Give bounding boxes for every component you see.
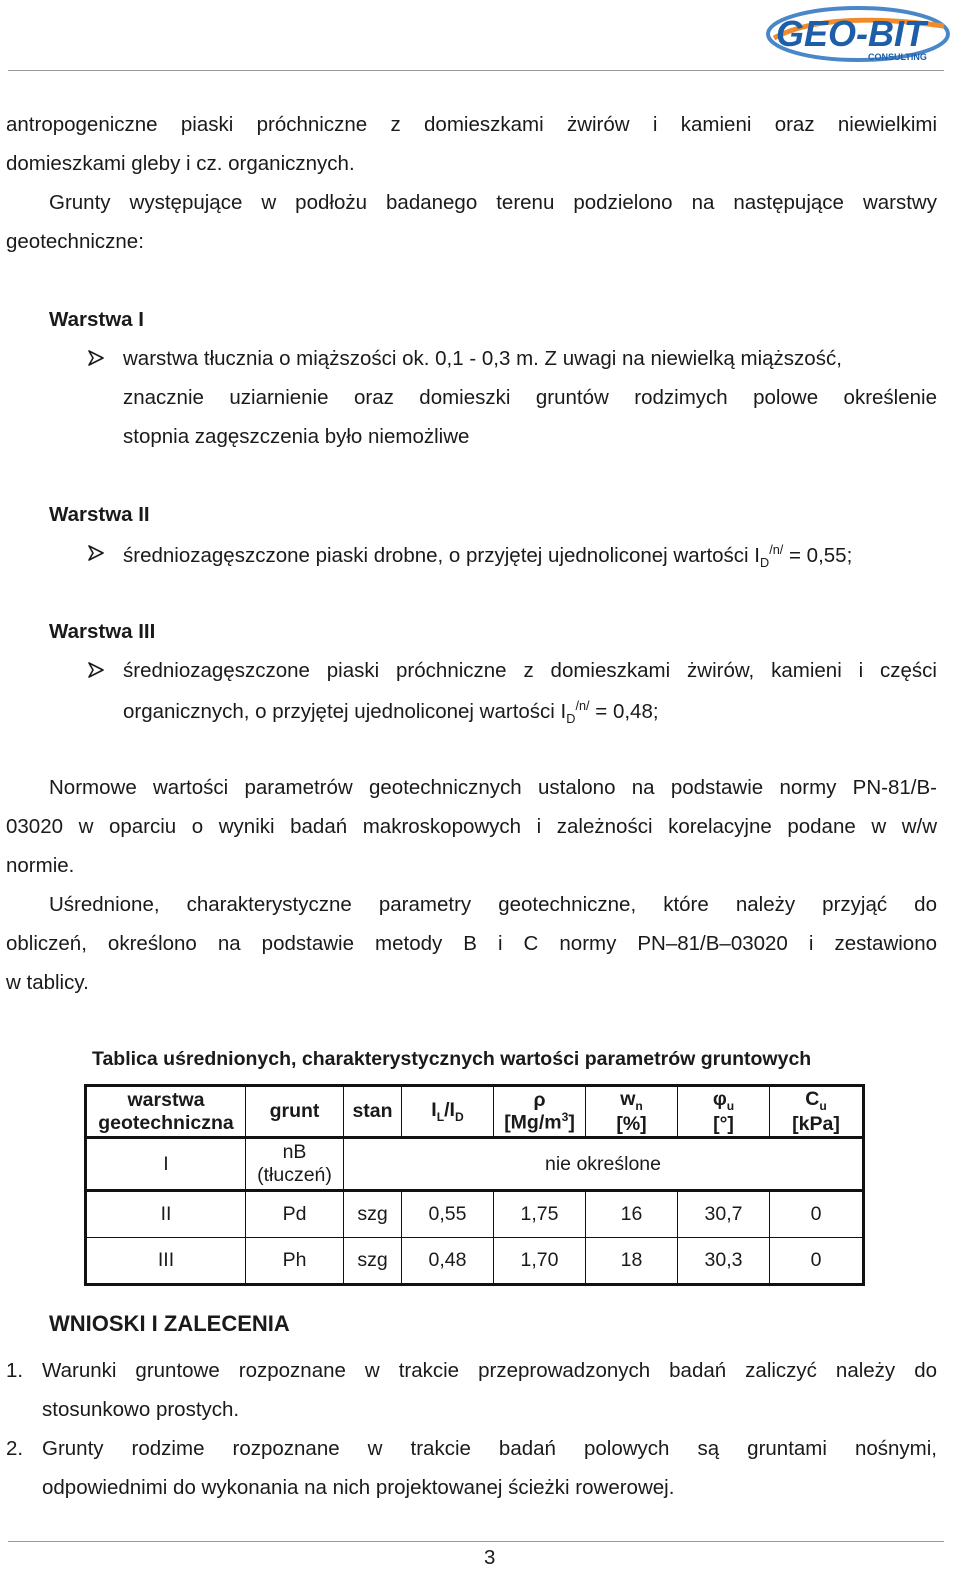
table-header-row [86, 1086, 864, 1138]
cell-density: 1,75 [494, 1190, 586, 1237]
arrow-bullet-icon [88, 545, 104, 561]
para-norm-line-1: Normowe wartości parametrów geotechnicznych ustalono na podstawie normy PN-81/B- [49, 776, 937, 799]
cell-id: 0,55 [402, 1190, 494, 1237]
cell-soil: nB (tłuczeń) [246, 1138, 344, 1190]
header-il-id: $I_L/I_D$ [402, 1086, 494, 1138]
page-number: 3 [484, 1546, 496, 1569]
cell-moisture: 16 [586, 1190, 678, 1237]
layer-1-line-2: znacznie uziarnienie oraz domieszki gruntów rodzimych polowe określenie [123, 386, 937, 409]
layer-3-line-1: średniozagęszczone piaski próchniczne z domieszkami żwirów, kamieni i części [123, 659, 937, 682]
cell-state: szg [344, 1237, 402, 1284]
layer-3-value: = 0,48; [589, 699, 659, 723]
conclusion-2-number: 2. [6, 1437, 24, 1460]
intro-line-2: domieszkami gleby i cz. organicznych. [6, 152, 355, 175]
cell-density: 1,70 [494, 1237, 586, 1284]
cell-layer: I [86, 1138, 246, 1190]
cell-id: 0,48 [402, 1237, 494, 1284]
table-title: Tablica uśrednionych, charakterystycznych wartości parametrów gruntowych [92, 1048, 812, 1070]
layer-3-sup: /n/ [575, 698, 590, 713]
layer-3-sub: D [566, 710, 576, 726]
conclusion-2-line-2: odpowiednimi do wykonania na nich projektowanej ścieżki rowerowej. [42, 1476, 675, 1499]
para-avg-line-2: obliczeń, określono na podstawie metody B i C normy PN–81/B–03020 i zestawiono [6, 932, 937, 955]
para-norm-line-2: 03020 w oparciu o wyniki badań makroskopowych i zależności korelacyjne podane w w/w [6, 815, 937, 838]
intro-line-1: antropogeniczne piaski próchniczne z domieszkami żwirów i kamieni oraz niewielkimi [6, 113, 937, 136]
table-row [86, 1237, 864, 1284]
cell-moisture: 18 [586, 1237, 678, 1284]
intro-line-4: geotechniczne: [6, 230, 144, 253]
para-norm-line-3: normie. [6, 854, 75, 877]
layer-1-line-1: warstwa tłucznia o miąższości ok. 0,1 - 0,3 m. Z uwagi na niewielką miąższość, [123, 347, 842, 370]
conclusion-2-line-1: Grunty rodzime rozpoznane w trakcie badań polowych są gruntami nośnymi, [42, 1437, 937, 1460]
cell-cohesion: 0 [770, 1190, 864, 1237]
cell-soil: Ph [246, 1237, 344, 1284]
layer-2-title: Warstwa II [49, 503, 150, 526]
conclusion-1-number: 1. [6, 1359, 24, 1382]
arrow-bullet-icon [88, 350, 104, 366]
header-density: ρ $[Mg/m^3]$ [494, 1086, 586, 1138]
header-soil: grunt [246, 1086, 344, 1138]
cell-layer: III [86, 1237, 246, 1284]
header-layer: warstwa geotechniczna [86, 1086, 246, 1138]
footer-rule [8, 1541, 944, 1542]
header-rule [8, 70, 944, 71]
para-avg-line-1: Uśrednione, charakterystyczne parametry geotechniczne, które należy przyjąć do [49, 893, 937, 916]
conclusion-1-line-1: Warunki gruntowe rozpoznane w trakcie przeprowadzonych badań zaliczyć należy do [42, 1359, 937, 1382]
table-row [86, 1138, 864, 1190]
header-cohesion: $C_u$ [kPa] [770, 1086, 864, 1138]
cell-layer: II [86, 1190, 246, 1237]
layer-3-text: organicznych, o przyjętej ujednoliconej wartości I [123, 699, 567, 723]
header-moisture: $w_n$ [%] [586, 1086, 678, 1138]
layer-1-line-3: stopnia zagęszczenia było niemożliwe [123, 425, 470, 448]
layer-2-text: średniozagęszczone piaski drobne, o przyjętej ujednoliconej wartości I [123, 543, 760, 567]
logo-subtext: CONSULTING [868, 52, 927, 62]
conclusion-1-line-2: stosunkowo prostych. [42, 1398, 240, 1421]
header-state: stan [344, 1086, 402, 1138]
layer-2-value: = 0,55; [783, 543, 853, 567]
cell-not-determined: nie określone [344, 1138, 864, 1190]
cell-cohesion: 0 [770, 1237, 864, 1284]
cell-soil: Pd [246, 1190, 344, 1237]
geo-bit-logo [766, 4, 956, 64]
layer-2-sup: /n/ [769, 542, 784, 557]
cell-state: szg [344, 1190, 402, 1237]
intro-line-3: Grunty występujące w podłożu badanego terenu podzielono na następujące warstwy [49, 191, 937, 214]
cell-friction-angle: 30,7 [678, 1190, 770, 1237]
layer-2-sub: D [760, 554, 770, 570]
arrow-bullet-icon [88, 662, 104, 678]
para-avg-line-3: w tablicy. [6, 971, 89, 994]
layer-2-description [123, 542, 852, 570]
conclusions-heading: WNIOSKI I ZALECENIA [49, 1311, 290, 1336]
cell-friction-angle: 30,3 [678, 1237, 770, 1284]
layer-3-line-2 [123, 698, 659, 726]
header-logo [766, 4, 956, 64]
layer-3-title: Warstwa III [49, 620, 156, 643]
table-row [86, 1190, 864, 1237]
layer-1-title: Warstwa I [49, 308, 144, 331]
logo-text: GEO-BIT [776, 13, 926, 54]
parameters-table [84, 1084, 865, 1286]
header-friction-angle: $\varphi_u$ [°] [678, 1086, 770, 1138]
